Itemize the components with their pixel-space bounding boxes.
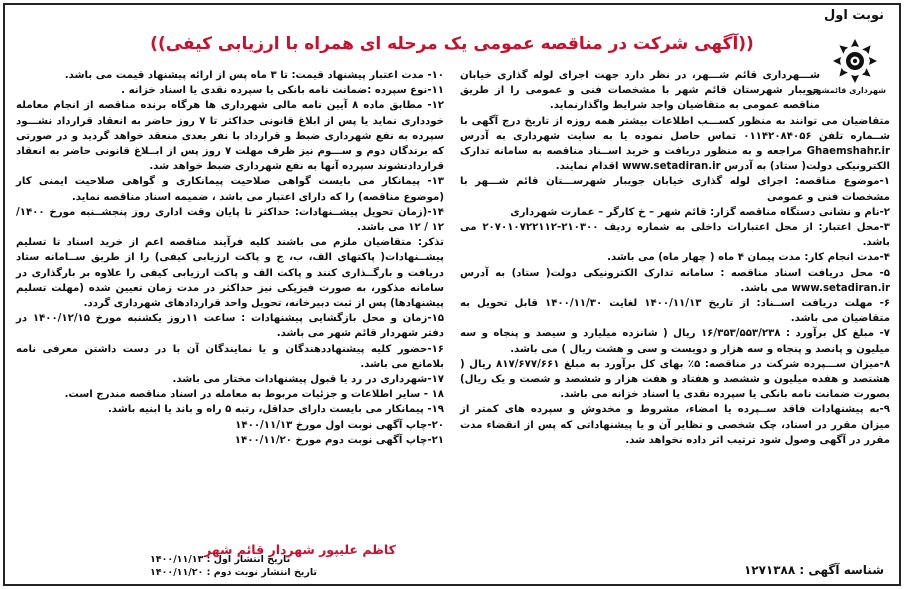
clause-16: ۱۶-حضور کلیه پیشنهاددهندگان و یا نمایندگان آن با در دست داشتن معرفی نامه بلامانع می باشد. [16, 343, 444, 370]
notice-title: ((آگهی شرکت در مناقصه عمومی یک مرحله ای همراه با ارزیابی کیفی)) [150, 34, 754, 54]
clause-1: ۱-موضوع مناقصه: اجرای لوله گذاری خیابان جویبار شهرســـتان قائم شـــهر با مشخصات فنی و عمومی [460, 176, 890, 203]
clause-15: ۱۵-زمان و محل بازگشایی پیشنهادات : ساعت ۱۱روز یکشنبه مورخ ۱۴۰۰/۱۲/۱۵ در دفتر شهردار قائم شهر می باشد. [16, 313, 445, 340]
clause-13: ۱۳- پیمانکار می بایست گواهی صلاحیت پیمانکاری و گواهی صلاحیت ایمنی کار (موضوع مناقصه) را که دارای اعتبار می باشد ، ضمیمه اسناد مناقصه نماید. [16, 176, 444, 203]
clause-7: ۷- مبلغ کل برآورد : ۱۶/۳۵۳/۵۵۳/۲۳۸ ریال ( شانزده میلیارد و سیصد و پنجاه و سه میلیون و پانصد و پنجاه و سه هزار و دویست و سی و هشت ریال ) می باشد. [460, 328, 891, 355]
publication-dates [150, 553, 450, 579]
clause-3: ۳-محل اعتبار: از محل اعتبارات داخلی به شماره ردیف ۲۱۰۳۰۰-۲۰۷۰۱۰۷۲۲۱۱۲ می باشد. [460, 222, 890, 249]
clause-5: ۵- محل دریافت اسناد مناقصه : سامانه تدارک الکترونیکی دولت( ستاد) به آدرس www.setadiran.ir می باشد. [460, 267, 890, 294]
clause-12: ۱۲- مطابق ماده ۸ آیین نامه مالی شهرداری ها هرگاه برنده مناقصه از انجام معامله خودداری نماید یا پس از ابلاغ قانونی حداکثر تا ۷ روز حاضر به انعقاد قرارداد نشـــود سپرده به نفع شهرداری ضبط و قرارداد با نفر بعدی منعقد خواهد گردید و در صورتی که برندگان دوم و ســـوم نیز ظرف مهلت ۷ روز پس از ابــلاغ قانونی حاضر به انعقاد قراردادنشوند سپرده آنها به نفع شهرداری ضبط خواهد شد. [16, 100, 444, 173]
clause-21: ۲۱-چاپ آگهی نوبت دوم مورخ ۱۴۰۰/۱۱/۲۰ [234, 434, 444, 446]
left-column [16, 68, 444, 448]
note-paragraph: تذکر: متقاضیان ملزم می باشند کلیه فرآیند مناقصه اعم از خرید اسناد تا تسلیم پیشــنهادات( پاکتهای الف، ب، ج و پاکت ارزیابی کیفی) را از طریق ســامانه ستاد دریافت و بارگــذاری کنند و پاکت الف و پاکت ارزیابی کیفی را علاوه بر بارگذاری در سامانه مذکور، به صورت فیزیکی نیز حداکثر در مدت زمان تعیین شده (مهلت تسلیم پیشنهادها) پس از ثبت دبیرخانه، تحویل واحد قراردادهای شهرداری گردد. [16, 237, 444, 310]
second-publication-date: تاریخ انتشار نوبت دوم : ۱۴۰۰/۱۱/۲۰ [150, 567, 317, 578]
first-publication-date: تاریخ انتشار اول : ۱۴۰۰/۱۱/۱۳ [150, 554, 291, 565]
clause-9: ۹-به پیشنهادات فاقد ســپرده یا امضاء، مشروط و مخدوش و سپرده های کمتر از میزان مقرر در اسناد، چک شخصی و نظایر آن و یا پیشنهاداتی که پس از انقضاء مدت مقرر در آگهی وصول شود ترتیب اثر داده نخواهد شد. [460, 404, 890, 446]
clause-6: ۶- مهلت دریافت اســناد: از تاریخ ۱۴۰۰/۱۱/۱۳ لغایت ۱۴۰۰/۱۱/۳۰ قابل تحویل به متقاضیان می باشد. [460, 298, 891, 325]
intro-paragraph: شـــهرداری قائم شـــهر، در نظر دارد جهت اجرای لوله گذاری خیابان جویبار شهرستان قائم شهر با مشخصات فنی و عمومی را از طریق مناقصه عمومی به متقاضیان واجد شرایط واگذارنماید. [460, 70, 820, 112]
right-column [460, 68, 890, 448]
clause-18: ۱۸ - سایر اطلاعات و جزئیات مربوط به معامله در اسناد مناقصه مندرج است. [64, 389, 444, 401]
clause-20: ۲۰-چاپ آگهی نوبت اول مورخ ۱۴۰۰/۱۱/۱۳ [235, 419, 444, 431]
clause-14: ۱۴-(زمان تحویل پیشــنهادات: حداکثر تا پایان وقت اداری روز پنجشــنبه مورخ ۱۴۰۰/ ۱۲ / ۱۲ می باشد. [16, 206, 444, 234]
intro-contact-paragraph: متقاضیان می توانند به منظور کســـب اطلاعات بیشتر همه روزه از تاریخ درج آگهی با شــماره تلفن ۰۱۱۴۲۰۸۴۰۵۶ تماس حاصل نموده یا به سایت شهرداری به آدرس Ghaemshahr.ir مراجعه و به منظور دریافت و خرید اســناد مناقصه به سامانه تدارک الکترونیکی دولت( ستاد) به آدرس www.setadiran.ir اقدام نمایند. [460, 115, 891, 173]
clause-2: ۲-نام و نشانی دستگاه مناقصه گزار: قائم شهر – خ کارگر – عمارت شهرداری [510, 206, 890, 218]
clause-8: ۸-میزان ســـپرده شرکت در مناقصه: ۵٪ بهای کل برآورد به مبلغ ۸۱۷/۶۷۷/۶۶۱ ریال ( هشتصد و هفده میلیون و ششصد و هفتاد و هفت هزار و ششصد و شصت و یک ریال) بصورت ضمانت نامه بانکی یا سپرده نقدی یا اسناد خزانه می باشد. [460, 358, 890, 401]
ad-id: شناسه آگهی : ۱۲۷۱۳۸۸ [743, 563, 884, 577]
logo-caption: شهرداری قائمشهر [811, 86, 886, 95]
round-label: نوبت اول [823, 8, 884, 23]
clause-19: ۱۹- پیمانکار می بایست دارای حداقل، رتبه ۵ راه و باند یا ابنیه باشد. [107, 404, 444, 416]
clause-11: ۱۱-نوع سپرده :ضمانت نامه بانکی یا سپرده نقدی یا اسناد خزانه . [121, 85, 444, 97]
clause-4: ۴-مدت انجام کار: مدت پیمان ۴ ماه ( چهار ماه) می باشد. [607, 252, 890, 264]
mayor-signature: کاظم علیپور شهردار قائم شهر [204, 542, 396, 557]
clause-10: ۱۰- مدت اعتبار پیشنهاد قیمت: تا ۳ ماه پس از ارائه پیشنهاد قیمت می باشد. [64, 70, 444, 81]
clause-17: ۱۷-شهرداری در رد یا قبول پیشنهادات مختار می باشد. [172, 374, 444, 386]
